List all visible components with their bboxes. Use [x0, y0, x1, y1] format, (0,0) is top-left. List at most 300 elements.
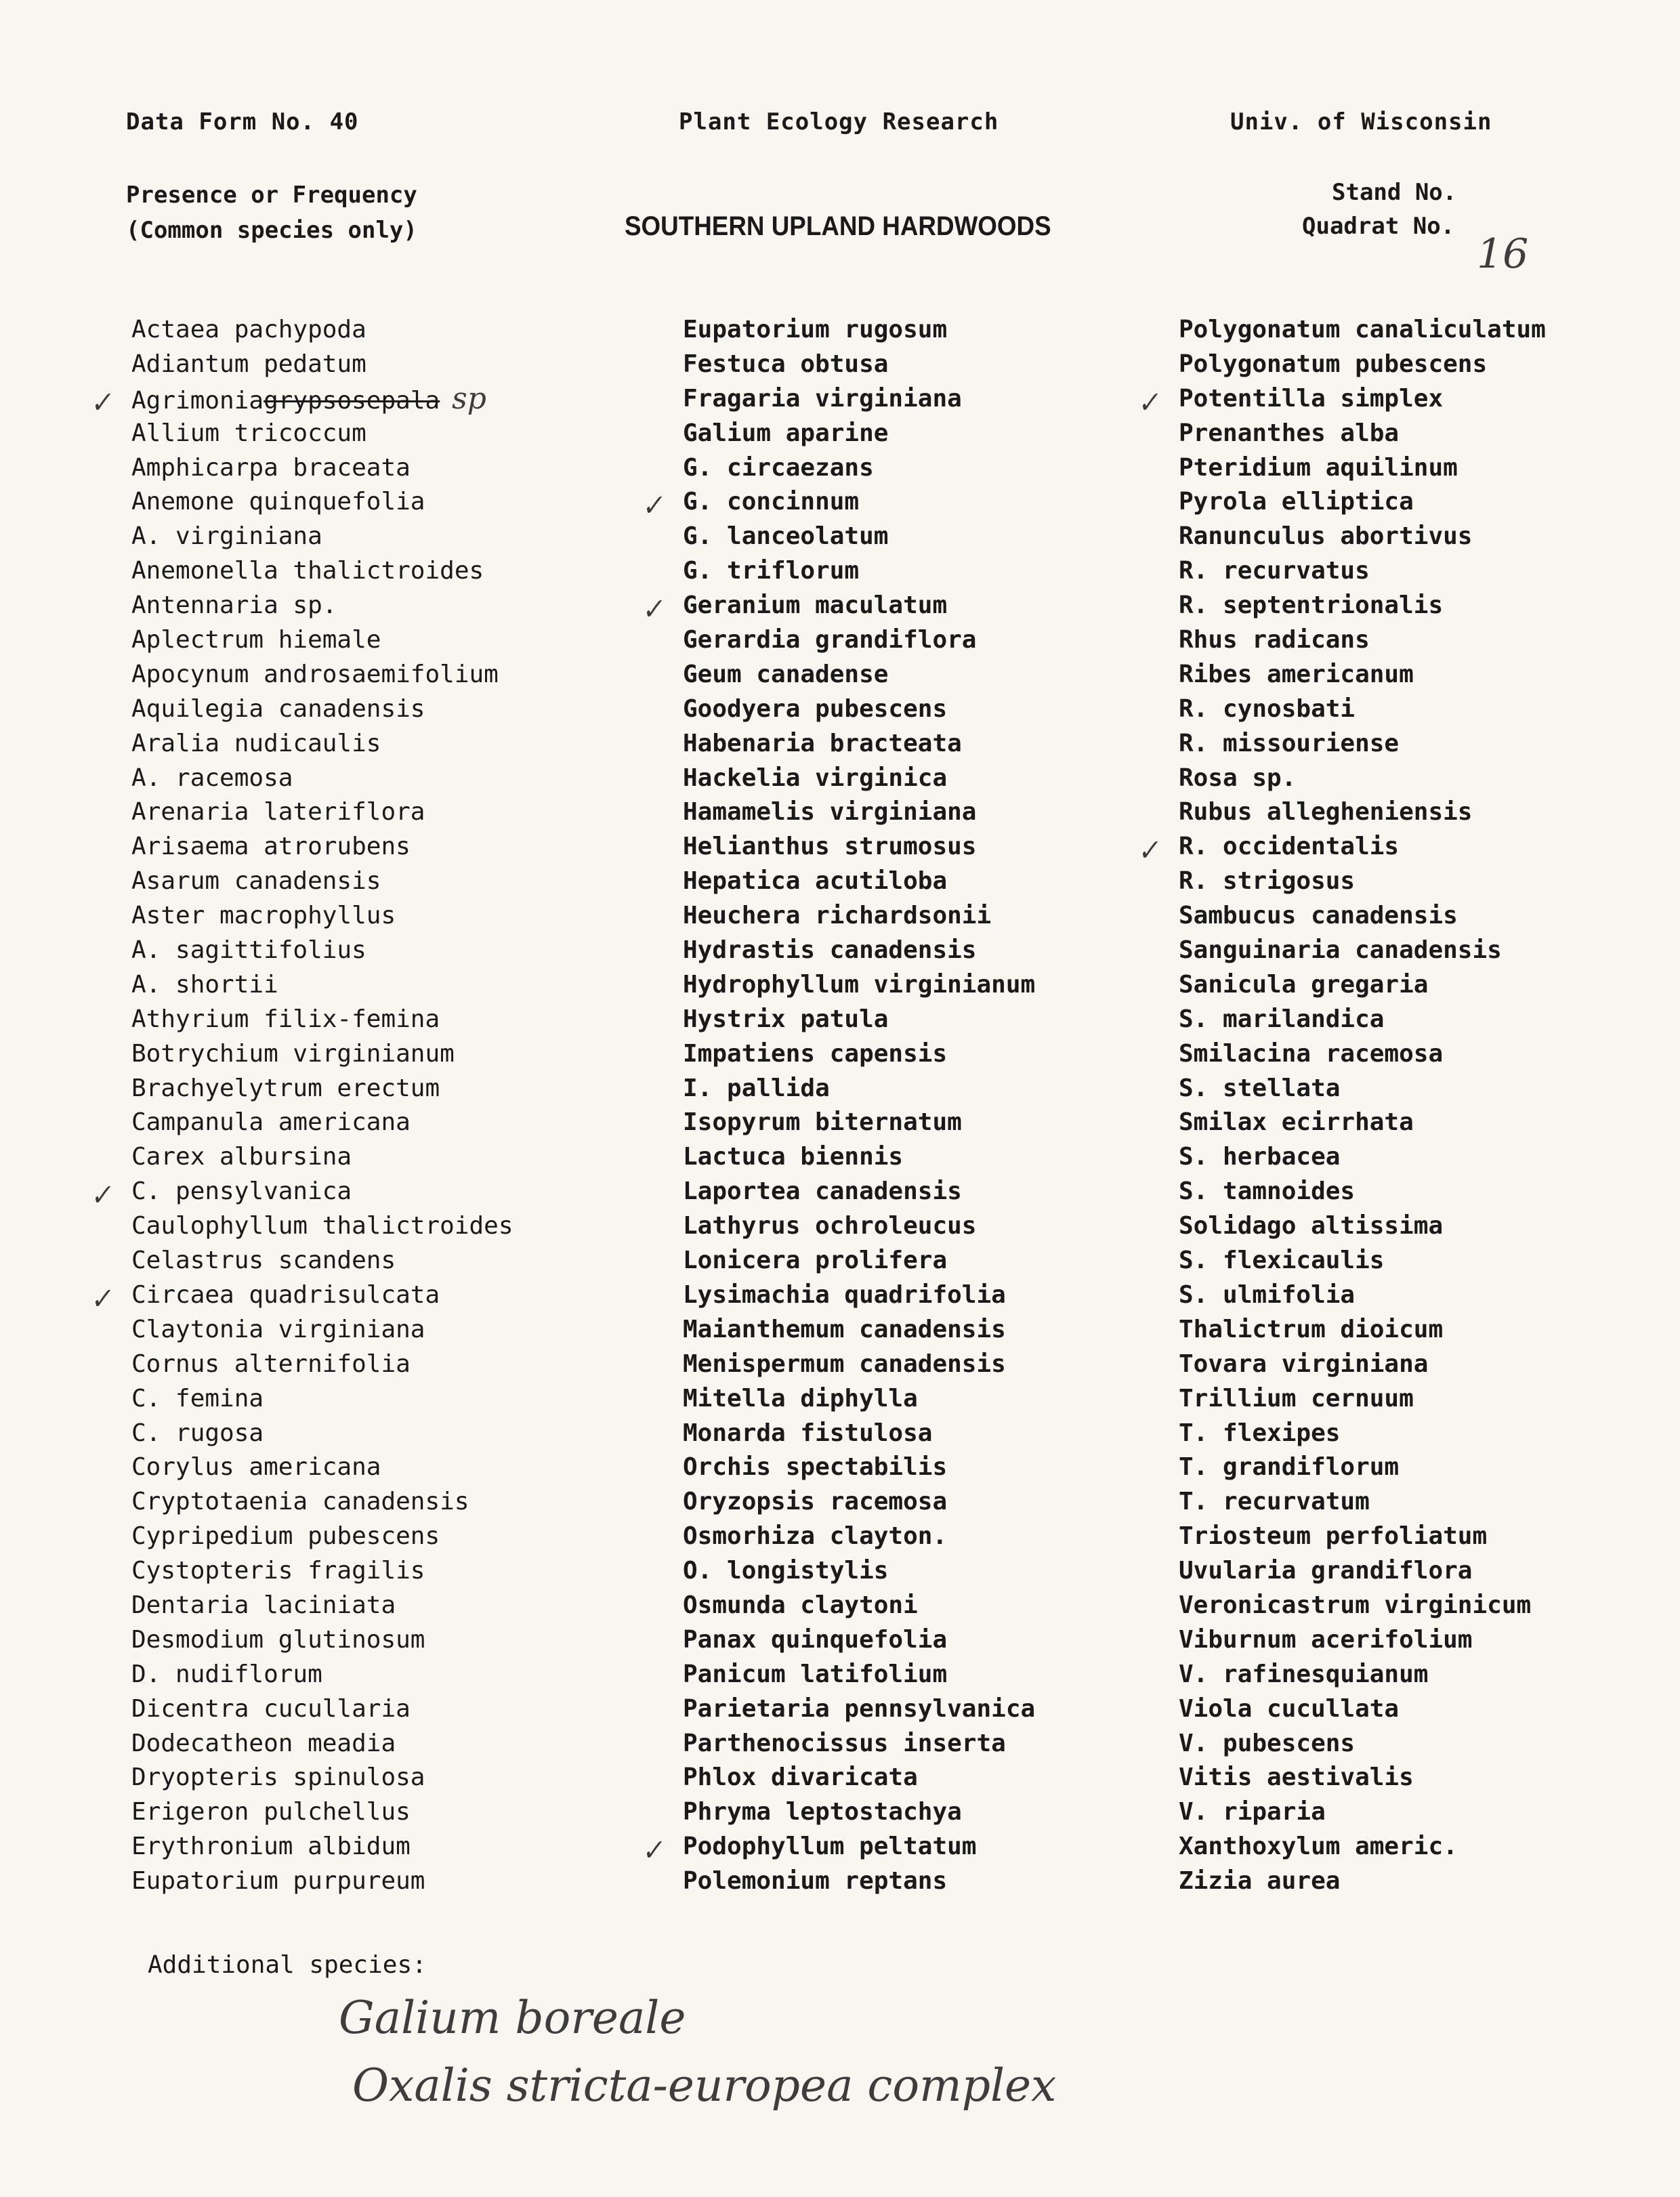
species-column-1: [87, 313, 513, 1899]
species-name: S. tamnoides: [1179, 1177, 1356, 1206]
species-name: V. pubescens: [1179, 1729, 1356, 1757]
species-row: [683, 864, 1035, 899]
species-row: [131, 761, 513, 796]
species-row: [131, 1520, 513, 1554]
species-row: [131, 658, 513, 692]
species-name: Parietaria pennsylvanica: [683, 1694, 1036, 1723]
species-row: [131, 1658, 513, 1692]
species-name: Phryma leptostachya: [683, 1798, 962, 1826]
species-name: R. recurvatus: [1179, 557, 1370, 585]
species-row: [683, 1417, 1035, 1451]
species-row: [1179, 761, 1546, 796]
species-row: [683, 1278, 1035, 1313]
species-name: V. rafinesquianum: [1179, 1660, 1429, 1688]
presence-line-2: (Common species only): [126, 217, 417, 244]
species-column-2: [638, 313, 1036, 1899]
species-name: Hepatica acutiloba: [683, 867, 948, 896]
species-row: [683, 830, 1035, 864]
species-row: [131, 1761, 513, 1795]
species-row: [131, 417, 513, 451]
species-row: [683, 727, 1035, 761]
species-name: Apocynum androsaemifolium: [131, 660, 499, 688]
quadrat-number-handwritten: 16: [1477, 230, 1529, 278]
species-name: Smilacina racemosa: [1179, 1039, 1444, 1068]
species-name: S. marilandica: [1179, 1005, 1385, 1033]
species-name: S. herbacea: [1179, 1143, 1341, 1171]
species-name: Arenaria lateriflora: [131, 798, 425, 827]
species-name: Viburnum acerifolium: [1179, 1625, 1473, 1654]
species-name: C. rugosa: [131, 1419, 264, 1447]
check-mark-icon: ✓: [638, 593, 666, 627]
species-name: Corylus americana: [131, 1453, 381, 1482]
species-name: Hydrophyllum virginianum: [683, 970, 1036, 999]
species-name: Desmodium glutinosum: [131, 1625, 425, 1654]
species-row: [683, 520, 1035, 554]
species-name: Aralia nudicaulis: [131, 729, 381, 757]
species-row: [131, 485, 513, 520]
species-name: O. longistylis: [683, 1557, 889, 1585]
species-row: [131, 899, 513, 934]
species-row: [683, 382, 1035, 417]
species-name: G. triflorum: [683, 557, 860, 585]
species-row: [131, 1554, 513, 1589]
species-row: [683, 348, 1035, 382]
handwritten-species-2: Oxalis stricta-europea complex: [352, 2059, 1057, 2112]
handwritten-note: sp: [452, 381, 486, 416]
species-row: [1179, 692, 1546, 727]
species-row: [1179, 1830, 1546, 1864]
species-row: [683, 1450, 1035, 1485]
species-row: [683, 1554, 1035, 1589]
species-name: Rhus radicans: [1179, 626, 1370, 654]
species-row: [131, 968, 513, 1003]
species-row: [1179, 1692, 1546, 1727]
species-row: [683, 1209, 1035, 1244]
species-row: [1179, 589, 1546, 623]
species-name: Goodyera pubescens: [683, 694, 948, 723]
species-name: A. sagittifolius: [131, 936, 366, 965]
species-row: [683, 692, 1035, 727]
species-row: [131, 1623, 513, 1658]
species-row: [131, 313, 513, 348]
species-row: [131, 1485, 513, 1520]
species-row: [131, 1106, 513, 1140]
species-name: Osmunda claytoni: [683, 1591, 918, 1619]
species-row: [131, 1140, 513, 1175]
species-row: [683, 1072, 1035, 1106]
species-row: [1179, 1244, 1546, 1278]
species-row: [131, 1864, 513, 1899]
species-row: [1179, 1106, 1546, 1140]
species-name: Dryopteris spinulosa: [131, 1763, 425, 1792]
species-row: [1179, 1347, 1546, 1382]
species-row: [683, 417, 1035, 451]
species-row: [1134, 830, 1546, 869]
species-row: [131, 451, 513, 486]
page-title: SOUTHERN UPLAND HARDWOODS: [625, 211, 1051, 241]
species-name: Eupatorium rugosum: [683, 316, 948, 343]
species-name: Lactuca biennis: [683, 1143, 904, 1171]
species-name: A. virginiana: [131, 522, 322, 551]
species-row: [131, 1727, 513, 1761]
species-row: [1179, 1520, 1546, 1554]
species-row: [1179, 485, 1546, 520]
species-row: [683, 1313, 1035, 1347]
species-column-3: [1134, 313, 1546, 1899]
species-row: [683, 795, 1035, 830]
species-name: Anemone quinquefolia: [131, 488, 425, 516]
species-name: Galium aparine: [683, 419, 889, 447]
species-name: R. missouriense: [1179, 729, 1400, 757]
species-name: Brachyelytrum erectum: [131, 1074, 440, 1102]
stand-label: Stand No.: [1332, 179, 1457, 206]
species-name: Botrychium virginianum: [131, 1039, 455, 1068]
species-row: [131, 934, 513, 968]
species-row: [1179, 1003, 1546, 1037]
species-name: Dentaria laciniata: [131, 1591, 396, 1619]
species-name: Eupatorium purpureum: [131, 1867, 425, 1896]
species-name: Oryzopsis racemosa: [683, 1488, 948, 1516]
species-name: Ranunculus abortivus: [1179, 522, 1473, 551]
species-row: [1179, 1727, 1546, 1761]
species-name: Panax quinquefolia: [683, 1625, 948, 1654]
species-name: Podophyllum peltatum: [683, 1833, 977, 1861]
species-row: [683, 1140, 1035, 1175]
species-row: [131, 727, 513, 761]
check-mark-icon: ✓: [1134, 834, 1162, 869]
species-name: Osmorhiza clayton.: [683, 1522, 948, 1551]
species-name: Asarum canadensis: [131, 867, 381, 896]
species-row: [683, 1244, 1035, 1278]
species-row: [683, 1520, 1035, 1554]
species-name: Potentilla simplex: [1179, 384, 1444, 413]
species-name: R. septentrionalis: [1179, 591, 1444, 620]
species-row: [87, 1175, 513, 1213]
species-row: [1179, 554, 1546, 589]
species-name: Polygonatum canaliculatum: [1179, 316, 1546, 343]
species-name: Menispermum canadensis: [683, 1349, 1006, 1378]
species-row: [683, 899, 1035, 934]
species-name: Erythronium albidum: [131, 1833, 411, 1861]
species-row: [131, 1417, 513, 1451]
species-row: [683, 623, 1035, 658]
species-name: Festuca obtusa: [683, 350, 889, 378]
species-row: [638, 1830, 1035, 1868]
species-name: S. stellata: [1179, 1074, 1341, 1102]
check-mark-icon: ✓: [638, 1834, 666, 1868]
species-row: [683, 1623, 1035, 1658]
species-name: G. concinnum: [683, 488, 860, 516]
presence-line-1: Presence or Frequency: [126, 182, 417, 209]
species-row: [131, 1589, 513, 1623]
species-name: R. occidentalis: [1179, 833, 1400, 861]
species-name: Impatiens capensis: [683, 1039, 948, 1068]
species-name: Phlox divaricata: [683, 1763, 918, 1792]
presence-label: [126, 177, 417, 248]
species-name: Cornus alternifolia: [131, 1349, 411, 1378]
species-name: Hackelia virginica: [683, 763, 948, 792]
species-name: Polemonium reptans: [683, 1867, 948, 1896]
species-row: [1179, 1485, 1546, 1520]
check-mark-icon: ✓: [87, 1282, 114, 1317]
species-row: [131, 554, 513, 589]
species-name: Geum canadense: [683, 660, 889, 688]
species-name: Rubus allegheniensis: [1179, 798, 1473, 827]
species-row: [131, 348, 513, 382]
species-row: [131, 589, 513, 623]
check-mark-icon: ✓: [1134, 385, 1162, 420]
species-row: [1179, 1072, 1546, 1106]
species-name: Antennaria sp.: [131, 591, 337, 620]
species-row: [1179, 1278, 1546, 1313]
species-name: Hydrastis canadensis: [683, 936, 977, 965]
species-name: Hystrix patula: [683, 1005, 889, 1033]
species-row: [131, 520, 513, 554]
species-row: [683, 658, 1035, 692]
species-row: [683, 1727, 1035, 1761]
species-row: [1179, 1795, 1546, 1830]
quadrat-label: Quadrat No.: [1302, 213, 1455, 240]
species-name: Habenaria bracteata: [683, 729, 962, 757]
species-row: [87, 1278, 513, 1317]
species-row: [1179, 1623, 1546, 1658]
species-name: Pteridium aquilinum: [1179, 453, 1458, 482]
species-name: Fragaria virginiana: [683, 384, 962, 413]
species-row: [1134, 382, 1546, 420]
species-name: Celastrus scandens: [131, 1247, 396, 1275]
species-row: [683, 1589, 1035, 1623]
species-row: [683, 1864, 1035, 1899]
species-name: Thalictrum dioicum: [1179, 1315, 1444, 1343]
species-name: Lysimachia quadrifolia: [683, 1280, 1006, 1309]
species-name: G. circaezans: [683, 453, 874, 482]
species-name: Campanula americana: [131, 1108, 411, 1137]
species-row: [683, 761, 1035, 796]
species-row: [683, 934, 1035, 968]
species-name: C. pensylvanica: [131, 1177, 352, 1206]
species-name: Prenanthes alba: [1179, 419, 1400, 447]
check-mark-icon: ✓: [87, 1179, 114, 1213]
species-name: Geranium maculatum: [683, 591, 948, 620]
university: Univ. of Wisconsin: [1230, 108, 1492, 135]
species-name: Agrimonia: [131, 386, 264, 415]
species-row: [1179, 934, 1546, 968]
species-name: Helianthus strumosus: [683, 833, 977, 861]
check-mark-icon: ✓: [87, 385, 114, 420]
species-row: [131, 1450, 513, 1485]
species-name: Pyrola elliptica: [1179, 488, 1414, 516]
species-name: Laportea canadensis: [683, 1177, 962, 1206]
species-row: [1179, 1554, 1546, 1589]
species-row: [1179, 520, 1546, 554]
species-name: Anemonella thalictroides: [131, 557, 484, 585]
species-name: T. grandiflorum: [1179, 1453, 1400, 1482]
species-name: T. flexipes: [1179, 1419, 1341, 1447]
species-name: Hamamelis virginiana: [683, 798, 977, 827]
species-name: Lonicera prolifera: [683, 1247, 948, 1275]
species-name: Uvularia grandiflora: [1179, 1557, 1473, 1585]
species-name: Viola cucullata: [1179, 1694, 1400, 1723]
species-name: Xanthoxylum americ.: [1179, 1833, 1458, 1861]
species-name: Aplectrum hiemale: [131, 626, 381, 654]
species-row: [683, 1761, 1035, 1795]
species-row: [131, 692, 513, 727]
species-row: [1179, 1450, 1546, 1485]
species-name: Vitis aestivalis: [1179, 1763, 1414, 1792]
species-row: [131, 1795, 513, 1830]
species-row: [131, 1313, 513, 1347]
species-name: Zizia aurea: [1179, 1867, 1341, 1896]
species-name: Polygonatum pubescens: [1179, 350, 1488, 378]
species-name: Carex albursina: [131, 1143, 352, 1171]
species-row: [1179, 1589, 1546, 1623]
species-name: Amphicarpa braceata: [131, 453, 411, 482]
species-row: [1179, 1209, 1546, 1244]
species-row: [1179, 1864, 1546, 1899]
species-name: Claytonia virginiana: [131, 1315, 425, 1343]
species-name: Mitella diphylla: [683, 1384, 918, 1413]
species-row: [683, 1003, 1035, 1037]
species-name: Monarda fistulosa: [683, 1419, 933, 1447]
species-row: [1179, 1658, 1546, 1692]
struck-epithet: grypsosepala: [264, 386, 440, 415]
species-row: [683, 1106, 1035, 1140]
species-name: Sambucus canadensis: [1179, 902, 1458, 930]
organization: Plant Ecology Research: [679, 108, 999, 135]
species-name: S. flexicaulis: [1179, 1247, 1385, 1275]
species-name: Dicentra cucullaria: [131, 1694, 411, 1723]
handwritten-species-1: Galium boreale: [339, 1992, 686, 2044]
species-row: [1179, 968, 1546, 1003]
species-row: [683, 1795, 1035, 1830]
species-row: [683, 1175, 1035, 1209]
species-name: Isopyrum biternatum: [683, 1108, 962, 1137]
species-name: Maianthemum canadensis: [683, 1315, 1006, 1343]
species-row: [131, 1830, 513, 1864]
species-row: [1179, 864, 1546, 899]
species-name: Panicum latifolium: [683, 1660, 948, 1688]
species-row: [131, 1003, 513, 1037]
species-row: [131, 1382, 513, 1417]
species-name: Rosa sp.: [1179, 763, 1297, 792]
species-row: [638, 485, 1035, 524]
species-name: Gerardia grandiflora: [683, 626, 977, 654]
species-row: [1179, 623, 1546, 658]
species-row: [1179, 1175, 1546, 1209]
species-row: [683, 313, 1035, 348]
species-name: Lathyrus ochroleucus: [683, 1212, 977, 1240]
species-row: [1179, 1382, 1546, 1417]
species-name: G. lanceolatum: [683, 522, 889, 551]
species-name: Circaea quadrisulcata: [131, 1280, 440, 1309]
species-name: I. pallida: [683, 1074, 830, 1102]
species-name: V. riparia: [1179, 1798, 1326, 1826]
species-row: [683, 554, 1035, 589]
check-mark-icon: ✓: [638, 489, 666, 524]
species-row: [1179, 417, 1546, 451]
species-name: A. racemosa: [131, 763, 293, 792]
species-name: Arisaema atrorubens: [131, 833, 411, 861]
species-row: [131, 1347, 513, 1382]
species-name: C. femina: [131, 1384, 264, 1413]
species-row: [683, 1347, 1035, 1382]
species-row: [683, 1382, 1035, 1417]
species-name: S. ulmifolia: [1179, 1280, 1356, 1309]
species-row: [683, 1485, 1035, 1520]
species-row: [638, 589, 1035, 627]
species-name: Smilax ecirrhata: [1179, 1108, 1414, 1137]
species-name: Ribes americanum: [1179, 660, 1414, 688]
species-name: Heuchera richardsonii: [683, 902, 992, 930]
species-row: [1179, 1313, 1546, 1347]
species-name: Caulophyllum thalictroides: [131, 1212, 513, 1240]
species-name: Triosteum perfoliatum: [1179, 1522, 1488, 1551]
species-row: [1179, 727, 1546, 761]
species-name: Trillium cernuum: [1179, 1384, 1414, 1413]
species-name: T. recurvatum: [1179, 1488, 1370, 1516]
species-row: [131, 830, 513, 864]
form-number: Data Form No. 40: [126, 108, 359, 135]
species-row: [131, 864, 513, 899]
species-name: Tovara virginiana: [1179, 1349, 1429, 1378]
species-row: [87, 381, 513, 420]
species-row: [1179, 451, 1546, 486]
species-name: Aquilegia canadensis: [131, 694, 425, 723]
species-name: Athyrium filix-femina: [131, 1005, 440, 1033]
species-name: Erigeron pulchellus: [131, 1798, 411, 1826]
species-name: Sanguinaria canadensis: [1179, 936, 1502, 965]
species-row: [1179, 899, 1546, 934]
species-row: [131, 1037, 513, 1072]
species-row: [131, 1692, 513, 1727]
species-row: [1179, 658, 1546, 692]
species-row: [131, 1244, 513, 1278]
species-row: [131, 1209, 513, 1244]
species-row: [131, 623, 513, 658]
species-row: [683, 968, 1035, 1003]
species-name: D. nudiflorum: [131, 1660, 322, 1688]
species-name: Dodecatheon meadia: [131, 1729, 396, 1757]
species-name: Actaea pachypoda: [131, 316, 366, 343]
species-name: Orchis spectabilis: [683, 1453, 948, 1482]
species-name: Parthenocissus inserta: [683, 1729, 1006, 1757]
species-row: [131, 1072, 513, 1106]
species-name: Adiantum pedatum: [131, 350, 366, 378]
species-name: R. strigosus: [1179, 867, 1356, 896]
species-row: [1179, 1037, 1546, 1072]
species-row: [1179, 1417, 1546, 1451]
additional-species-label: Additional species:: [148, 1951, 427, 1979]
species-name: R. cynosbati: [1179, 694, 1356, 723]
species-row: [683, 1692, 1035, 1727]
species-row: [1179, 313, 1546, 348]
species-name: Solidago altissima: [1179, 1212, 1444, 1240]
species-name: Cystopteris fragilis: [131, 1557, 425, 1585]
species-row: [1179, 1761, 1546, 1795]
species-row: [683, 451, 1035, 486]
species-name: Cypripedium pubescens: [131, 1522, 440, 1551]
species-name: Aster macrophyllus: [131, 902, 396, 930]
species-name: Veronicastrum virginicum: [1179, 1591, 1532, 1619]
species-row: [683, 1658, 1035, 1692]
species-name: Sanicula gregaria: [1179, 970, 1429, 999]
species-name: Allium tricoccum: [131, 419, 366, 447]
species-row: [131, 795, 513, 830]
species-row: [683, 1037, 1035, 1072]
species-row: [1179, 795, 1546, 830]
species-row: [1179, 348, 1546, 382]
species-row: [1179, 1140, 1546, 1175]
